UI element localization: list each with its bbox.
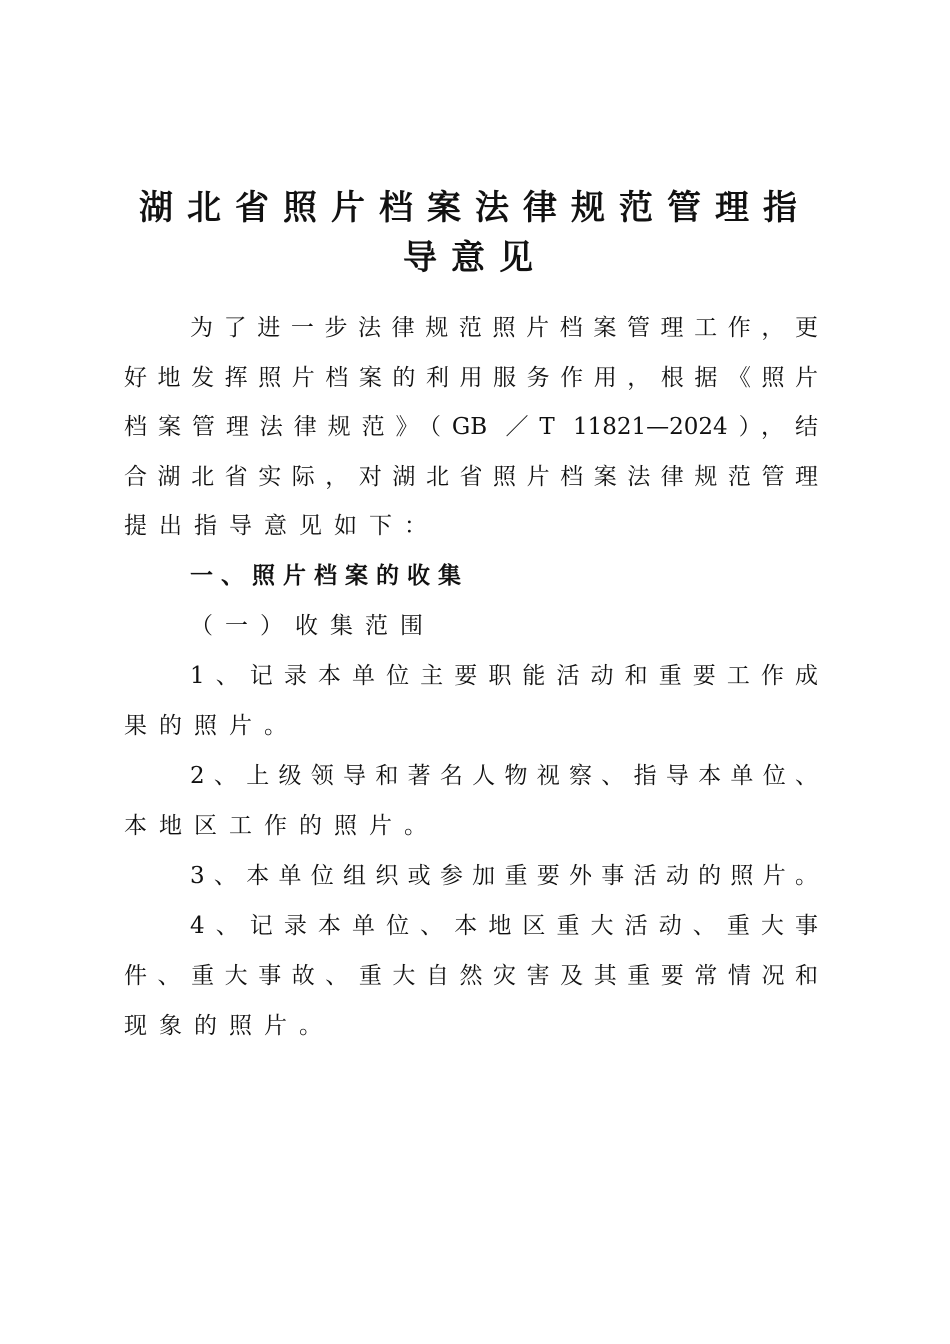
intro-line-4: 合湖北省实际，对湖北省照片档案法律规范管理 xyxy=(124,464,818,490)
intro-line-1: 为了进一步法律规范照片档案管理工作，更 xyxy=(190,315,818,341)
item-2-line-2: 本地区工作的照片。 xyxy=(124,813,439,839)
item-1-line-1: 1、记录本单位主要职能活动和重要工作成 xyxy=(190,663,818,689)
intro-line-5: 提出指导意见如下： xyxy=(124,513,439,539)
item-1-line-2: 果的照片。 xyxy=(124,713,299,739)
intro-line-2: 好地发挥照片档案的利用服务作用，根据《照片 xyxy=(124,365,818,391)
item-2-line-1: 2、上级领导和著名人物视察、指导本单位、 xyxy=(190,763,818,789)
item-4-line-2: 件、重大事故、重大自然灾害及其重要常情况和 xyxy=(124,963,818,989)
item-4-line-1: 4、记录本单位、本地区重大活动、重大事 xyxy=(190,913,818,939)
item-4-line-3: 现象的照片。 xyxy=(124,1013,334,1039)
subsection-heading: （一）收集范围 xyxy=(190,613,435,639)
item-3-line-1: 3、本单位组织或参加重要外事活动的照片。 xyxy=(190,863,818,889)
document-title-line-1: 湖北省照片档案法律规范管理指 xyxy=(139,188,811,228)
intro-line-3: 档案管理法律规范》（GB ／T 11821—2024），结 xyxy=(124,414,818,440)
section-heading: 一、照片档案的收集 xyxy=(190,563,469,589)
document-title-line-2: 导意见 xyxy=(403,238,547,278)
